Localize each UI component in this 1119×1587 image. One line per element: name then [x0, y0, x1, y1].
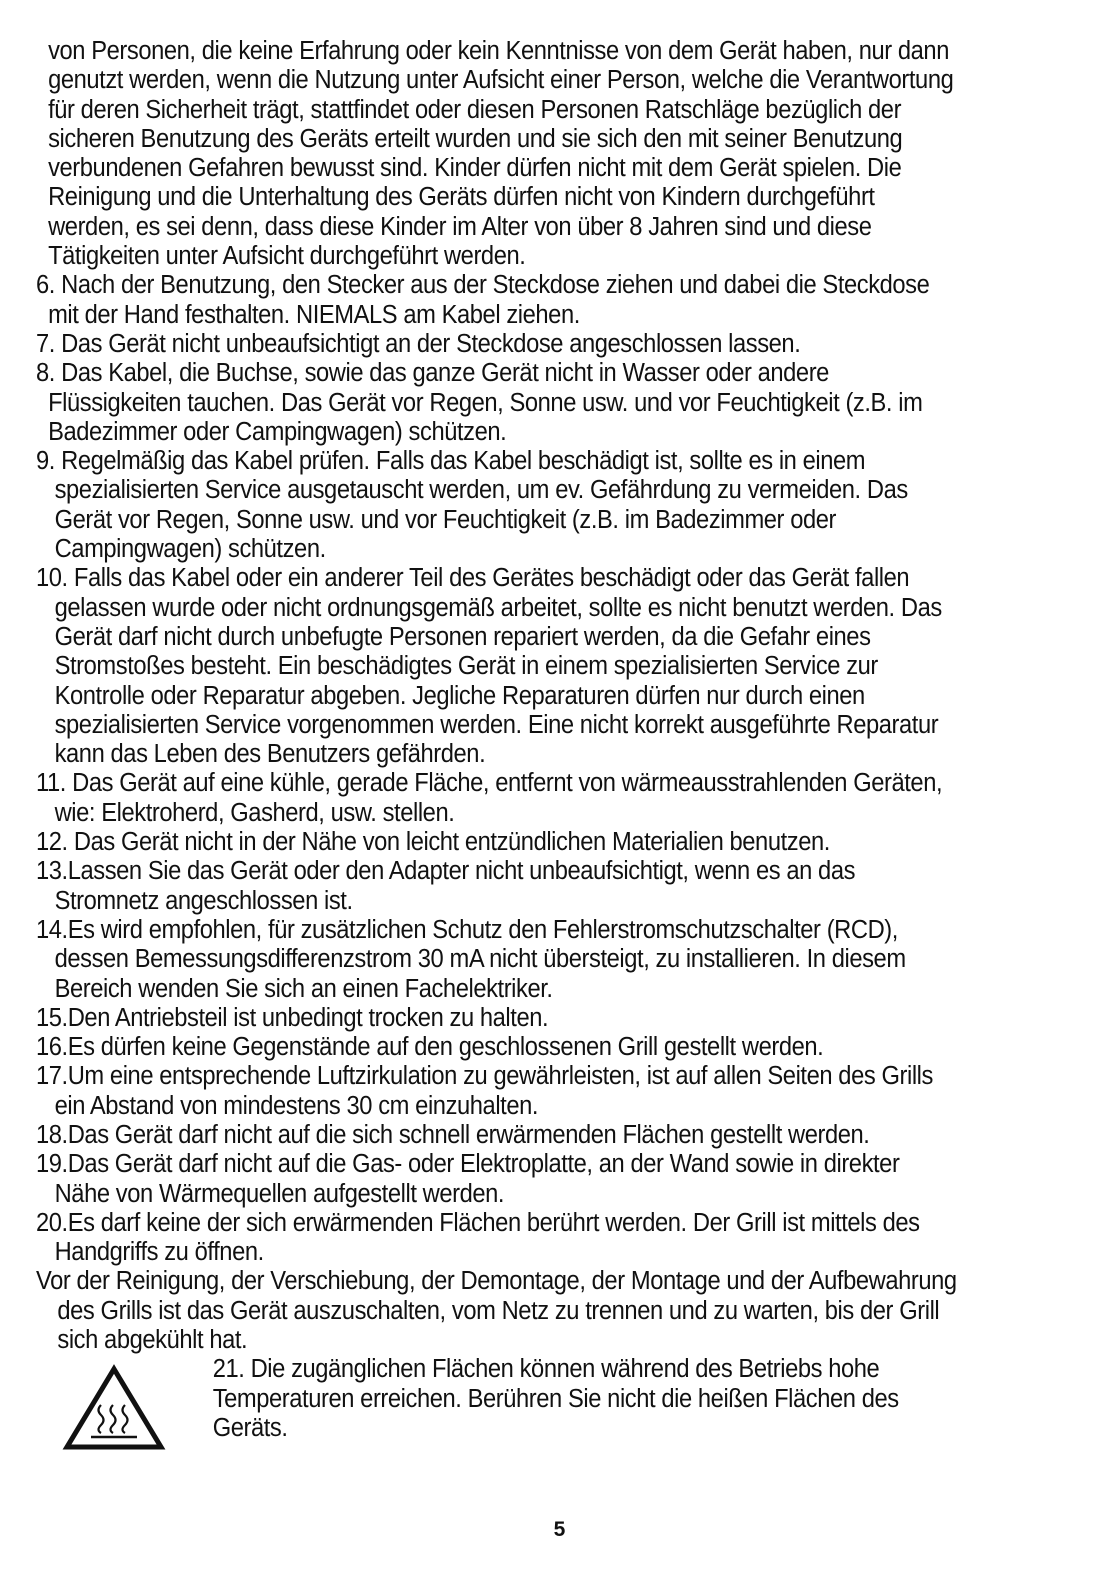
text-line: kann das Leben des Benutzers gefährden.	[54, 740, 486, 769]
text-line: spezialisierten Service vorgenommen werden. Eine nicht korrekt ausgeführte Reparatur	[54, 710, 939, 739]
list-item-21: 21. Die zugänglichen Flächen können während des Betriebs hohe	[212, 1355, 880, 1384]
text-line: Handgriffs zu öffnen.	[54, 1238, 264, 1267]
closing-paragraph: Vor der Reinigung, der Verschiebung, der Demontage, der Montage und der Aufbewahrung	[36, 1267, 957, 1296]
text-line: Campingwagen) schützen.	[54, 535, 326, 564]
list-item-15: 15.Den Antriebsteil ist unbedingt trocken zu halten.	[36, 1003, 549, 1032]
text-line: Temperaturen erreichen. Berühren Sie nicht die heißen Flächen des	[212, 1384, 899, 1413]
text-line: sicheren Benutzung des Geräts erteilt wurden und sie sich den mit seiner Benutzung	[48, 124, 903, 153]
text-line: verbundenen Gefahren bewusst sind. Kinder dürfen nicht mit dem Gerät spielen. Die	[48, 154, 902, 183]
text-line: von Personen, die keine Erfahrung oder kein Kenntnisse von dem Gerät haben, nur dann	[48, 37, 949, 65]
list-item-9: 9. Regelmäßig das Kabel prüfen. Falls das Kabel beschädigt ist, sollte es in einem	[36, 447, 866, 476]
text-line: Kontrolle oder Reparatur abgeben. Jegliche Reparaturen dürfen nur durch einen	[54, 681, 865, 710]
list-item-6: 6. Nach der Benutzung, den Stecker aus der Steckdose ziehen und dabei die Steckdose	[36, 271, 930, 300]
text-line: Flüssigkeiten tauchen. Das Gerät vor Regen, Sonne usw. und vor Feuchtigkeit (z.B. im	[48, 388, 923, 417]
text-line: für deren Sicherheit trägt, stattfindet oder diesen Personen Ratschläge bezüglich der	[48, 95, 902, 124]
list-item-10: 10. Falls das Kabel oder ein anderer Teil des Gerätes beschädigt oder das Gerät fallen	[36, 564, 910, 593]
list-item-14: 14.Es wird empfohlen, für zusätzlichen Schutz den Fehlerstromschutzschalter (RCD),	[36, 915, 898, 944]
list-item-11: 11. Das Gerät auf eine kühle, gerade Fläche, entfernt von wärmeausstrahlenden Geräten,	[36, 769, 943, 798]
text-line: Tätigkeiten unter Aufsicht durchgeführt werden.	[48, 242, 526, 271]
text-line: Reinigung und die Unterhaltung des Geräts dürfen nicht von Kindern durchgeführt	[48, 183, 875, 212]
text-line: wie: Elektroherd, Gasherd, usw. stellen.	[54, 798, 455, 827]
list-item-12: 12. Das Gerät nicht in der Nähe von leicht entzündlichen Materialien benutzen.	[36, 828, 830, 857]
hot-surface-warning	[36, 1355, 1096, 1443]
text-line: Badezimmer oder Campingwagen) schützen.	[48, 417, 507, 446]
list-item-19: 19.Das Gerät darf nicht auf die Gas- oder Elektroplatte, an der Wand sowie in direkter	[36, 1150, 900, 1179]
text-line: sich abgekühlt hat.	[57, 1326, 248, 1355]
text-line: spezialisierten Service ausgetauscht werden, um ev. Gefährdung zu vermeiden. Das	[54, 476, 908, 505]
document-page	[36, 37, 1096, 1443]
text-line: des Grills ist das Gerät auszuschalten, vom Netz zu trennen und zu warten, bis der Grill	[57, 1296, 940, 1325]
text-line: Gerät vor Regen, Sonne usw. und vor Feuchtigkeit (z.B. im Badezimmer oder	[54, 505, 837, 534]
list-item-16: 16.Es dürfen keine Gegenstände auf den geschlossenen Grill gestellt werden.	[36, 1033, 824, 1062]
text-line: mit der Hand festhalten. NIEMALS am Kabel ziehen.	[48, 300, 580, 329]
text-line: Stromstoßes besteht. Ein beschädigtes Gerät in einem spezialisierten Service zur	[54, 652, 878, 681]
text-line: Geräts.	[212, 1413, 288, 1442]
text-line: gelassen wurde oder nicht ordnungsgemäß arbeitet, sollte es nicht benutzt werden. Das	[54, 593, 942, 622]
text-line: ein Abstand von mindestens 30 cm einzuhalten.	[54, 1091, 539, 1120]
page-number: 5	[553, 1518, 566, 1541]
text-line: werden, es sei denn, dass diese Kinder im Alter von über 8 Jahren sind und diese	[48, 212, 872, 241]
text-line: Stromnetz angeschlossen ist.	[54, 886, 353, 915]
list-item-13: 13.Lassen Sie das Gerät oder den Adapter nicht unbeaufsichtigt, wenn es an das	[36, 857, 856, 886]
list-item-8: 8. Das Kabel, die Buchse, sowie das ganze Gerät nicht in Wasser oder andere	[36, 359, 829, 388]
text-line: Bereich wenden Sie sich an einen Fachelektriker.	[54, 974, 553, 1003]
list-item-20: 20.Es darf keine der sich erwärmenden Flächen berührt werden. Der Grill ist mittels des	[36, 1208, 920, 1237]
list-item-17: 17.Um eine entsprechende Luftzirkulation zu gewährleisten, ist auf allen Seiten des Grills	[36, 1062, 933, 1091]
text-line: genutzt werden, wenn die Nutzung unter Aufsicht einer Person, welche die Verantwortung	[48, 66, 954, 95]
list-item-7: 7. Das Gerät nicht unbeaufsichtigt an der Steckdose angeschlossen lassen.	[36, 329, 801, 358]
text-line: Nähe von Wärmequellen aufgestellt werden.	[54, 1179, 505, 1208]
text-line: dessen Bemessungsdifferenzstrom 30 mA nicht übersteigt, zu installieren. In diesem	[54, 945, 906, 974]
list-item-18: 18.Das Gerät darf nicht auf die sich schnell erwärmenden Flächen gestellt werden.	[36, 1120, 870, 1149]
text-line: Gerät darf nicht durch unbefugte Personen repariert werden, da die Gefahr eines	[54, 622, 871, 651]
